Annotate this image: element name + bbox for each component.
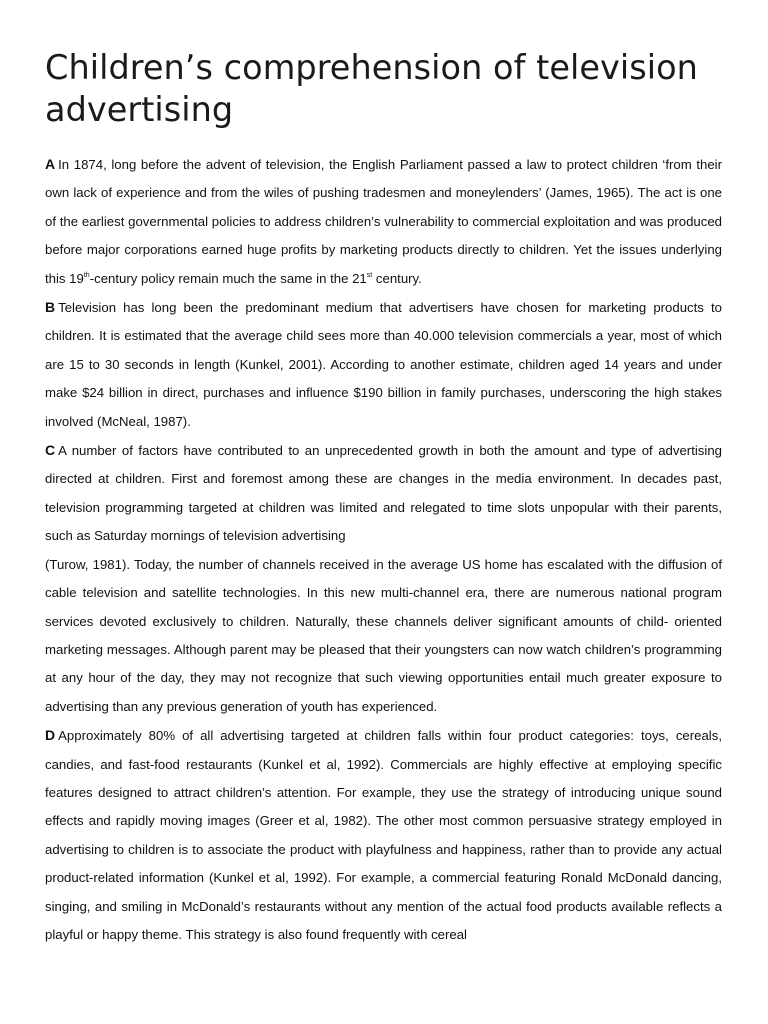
paragraph-letter-d: D [45,727,56,744]
paragraph-b [45,293,722,436]
document-title: Children’s comprehension of television advertising [45,48,698,129]
paragraph-c-continuation [45,551,722,721]
paragraph-a-text-1: In 1874, long before the advent of television, the English Parliament passed a law to protect children ‘from their own lack of experience and from the wiles of pushing tradesmen and moneylenders’ (James, 1965). The act is one of the earliest governmental policies to address children’s vulnerability to commercial exploitation and was produced before major corporations earned huge profits by marketing products directly to children. Yet the issues underlying this 19 [45,157,722,286]
paragraph-letter-b: B [45,299,56,316]
paragraph-a-text-2: -century policy remain much the same in the 21 [89,270,367,286]
ordinal-suffix-st: st [366,271,373,279]
paragraph-letter-a: A [45,156,56,172]
paragraph-c [45,436,722,551]
paragraph-letter-c: C [45,442,56,459]
document-body [45,150,722,949]
ordinal-suffix-th: th [83,271,90,279]
paragraph-d-text: Approximately 80% of all advertising targeted at children falls within four product categories: toys, cereals, candies, and fast-food restaurants (Kunkel et al, 1992). Commercials are highly effective at employing specific features designed to attract children’s attention. For example, they use the strategy of introducing unique sound effects and rapidly moving images (Greer et al, 1982). The other most common persuasive strategy employed in advertising to children is to associate the product with playfulness and happiness, rather than to provide any actual product-related information (Kunkel et al, 1992). For example, a commercial featuring Ronald McDonald dancing, singing, and smiling in McDonald’s restaurants without any mention of the actual food products available reflects a playful or happy theme. This strategy is also found frequently with cereal [45,728,722,942]
document-page [45,0,722,949]
paragraph-c-text: A number of factors have contributed to an unprecedented growth in both the amount and type of advertising directed at children. First and foremost among these are changes in the media environment. In decades past, television programming targeted at children was limited and relegated to time slots unpopular with their parents, such as Saturday mornings of television advertising [45,443,722,544]
paragraph-c-continuation-text: (Turow, 1981). Today, the number of channels received in the average US home has escalated with the diffusion of cable television and satellite technologies. In this new multi-channel era, there are numerous national program services devoted exclusively to children. Naturally, these channels deliver significant amounts of child- oriented marketing messages. Although parent may be pleased that their youngsters can now watch children’s programming at any hour of the day, they may not recognize that such viewing opportunities entail much greater exposure to advertising than any previous generation of youth has experienced. [45,556,722,714]
paragraph-a [45,150,722,293]
paragraph-b-text: Television has long been the predominant medium that advertisers have chosen for marketing products to children. It is estimated that the average child sees more than 40.000 television commercials a year, most of which are 15 to 30 seconds in length (Kunkel, 2001). According to another estimate, children aged 14 years and under make $24 billion in direct, purchases and influence $190 billion in family purchases, underscoring the high stakes involved (McNeal, 1987). [45,300,722,429]
paragraph-d [45,721,722,949]
paragraph-a-text-3: century. [372,270,422,286]
